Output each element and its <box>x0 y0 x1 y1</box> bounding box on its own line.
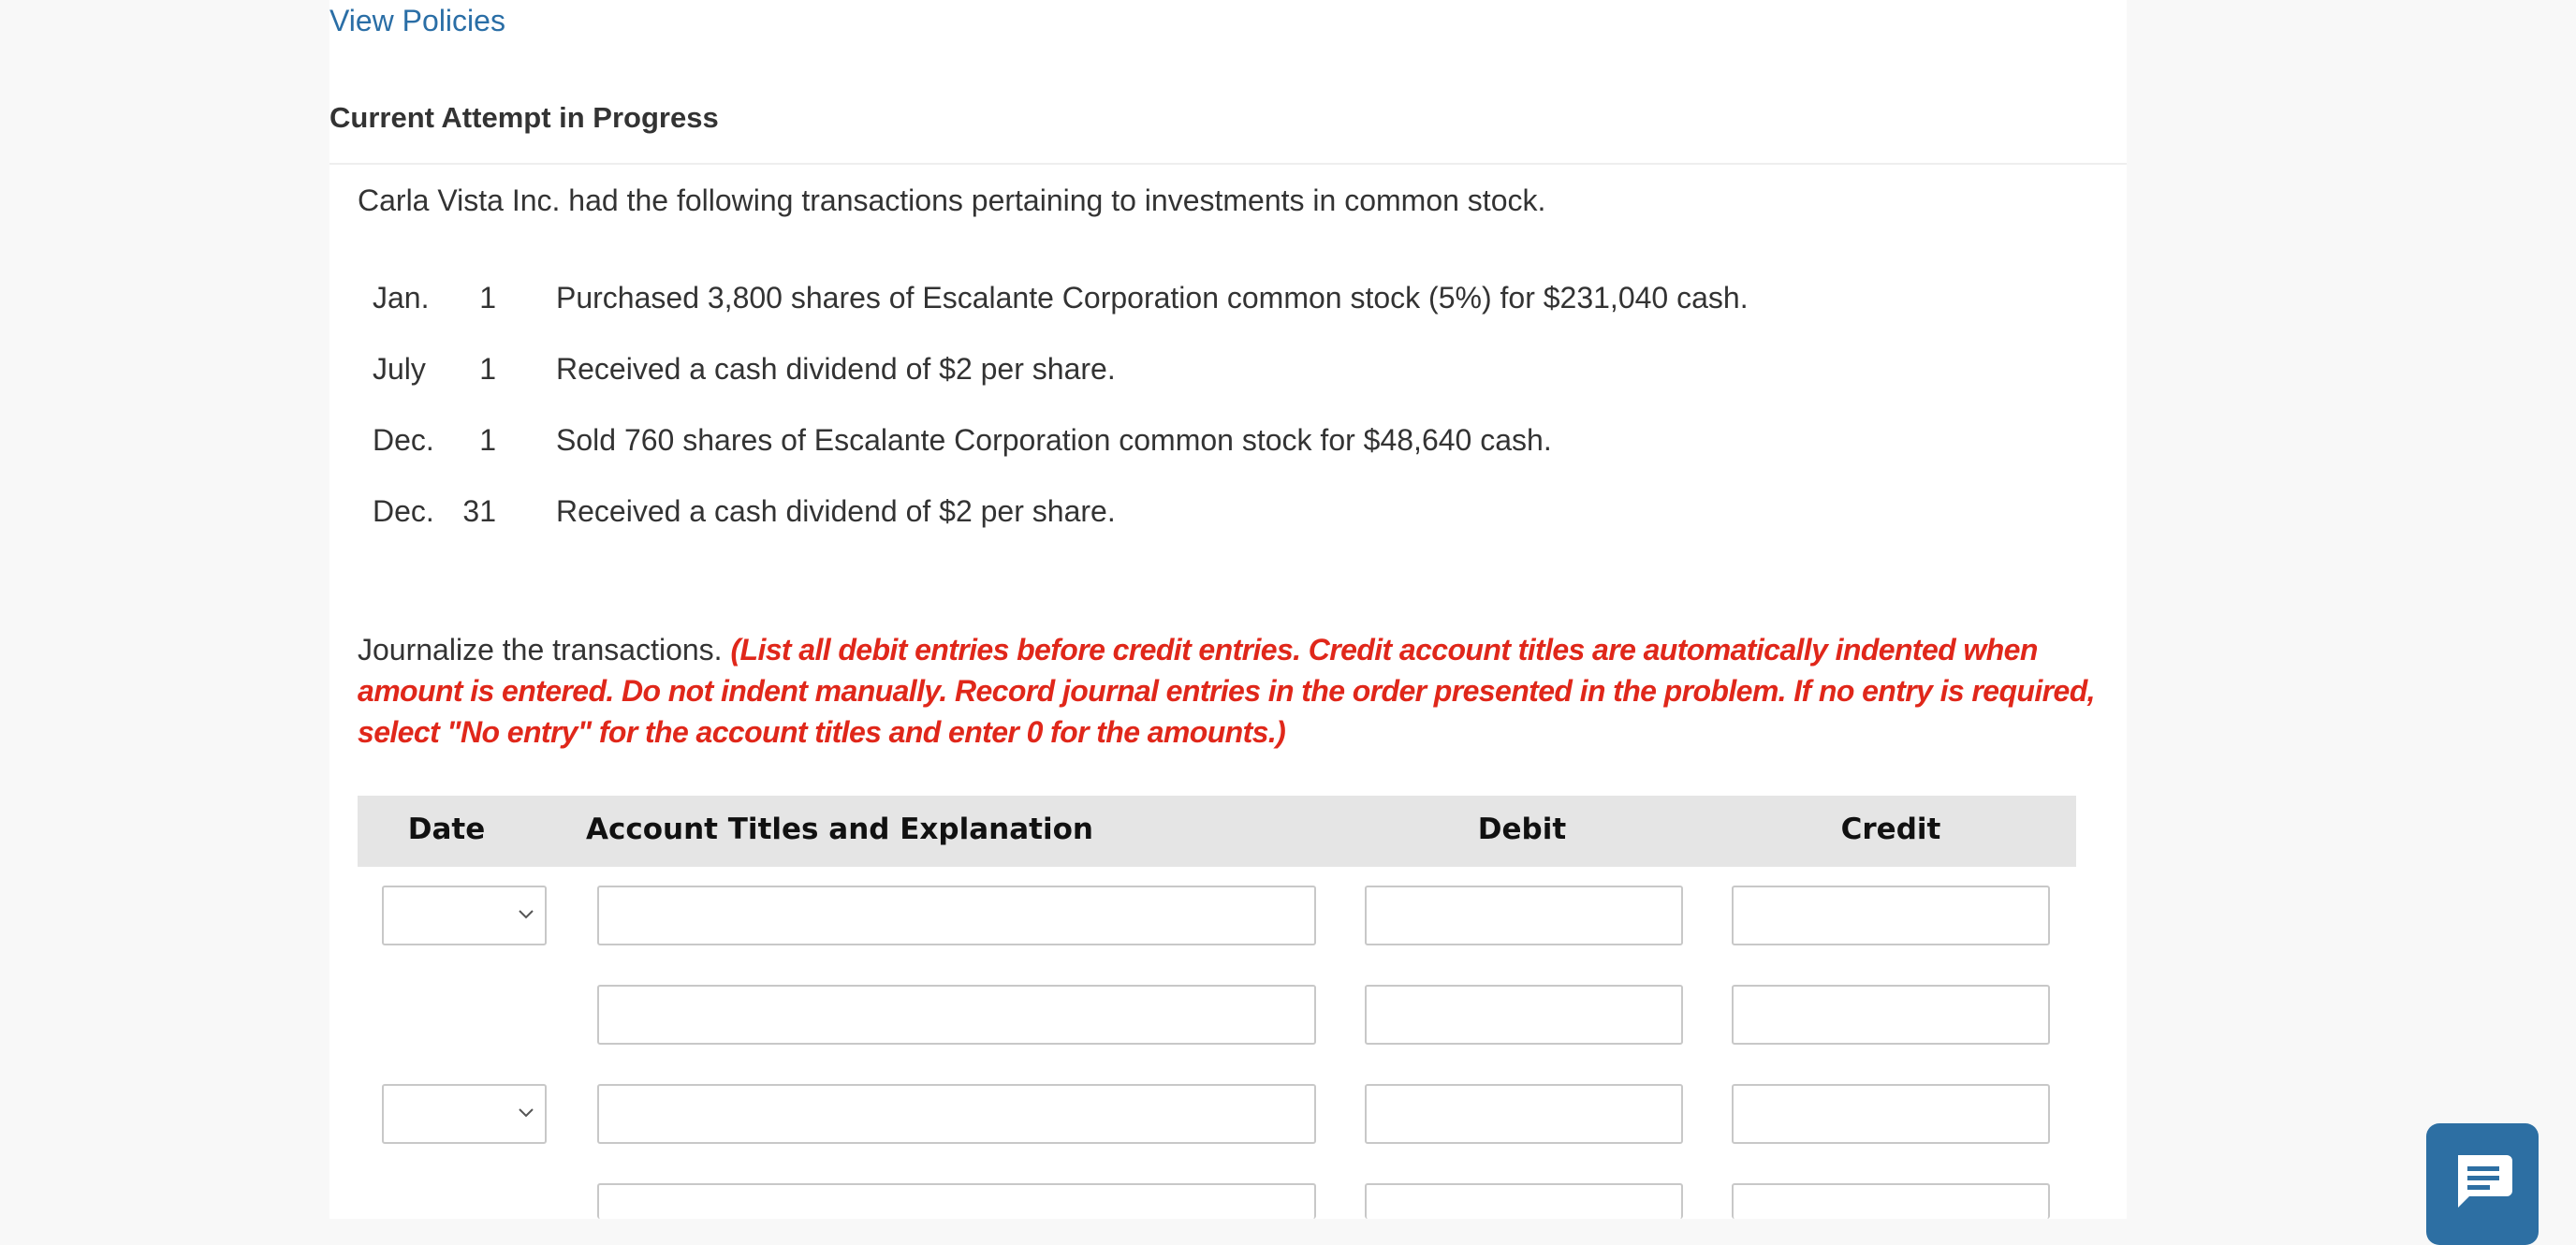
transaction-month: July <box>373 352 426 386</box>
chevron-down-icon <box>515 901 537 929</box>
instruction-note: (List all debit entries before credit entries. Credit account titles are automatically indented when amount is entered. Do not indent manually. Record journal entries in the order presented in the problem. If no entry is required, select "No entry" for the account titles and enter 0 for the amounts.) <box>358 633 2095 749</box>
divider <box>329 163 2127 165</box>
debit-input[interactable] <box>1365 886 1683 945</box>
debit-input[interactable] <box>1365 1183 1683 1219</box>
transaction-description: Purchased 3,800 shares of Escalante Corporation common stock (5%) for $231,040 cash. <box>556 281 1749 315</box>
account-title-input[interactable] <box>597 1183 1316 1219</box>
chat-button[interactable] <box>2426 1123 2539 1245</box>
journal-table-header <box>358 796 2076 867</box>
chevron-down-icon <box>515 1099 537 1127</box>
account-title-input[interactable] <box>597 886 1316 945</box>
debit-column-header: Debit <box>1477 813 1567 846</box>
transaction-description: Sold 760 shares of Escalante Corporation common stock for $48,640 cash. <box>556 423 1552 457</box>
date-select[interactable] <box>382 886 547 945</box>
journal-instructions <box>358 629 2099 753</box>
account-title-input[interactable] <box>597 985 1316 1045</box>
debit-input[interactable] <box>1365 985 1683 1045</box>
transaction-month: Dec. <box>373 423 434 457</box>
credit-input[interactable] <box>1732 1084 2050 1144</box>
date-select[interactable] <box>382 1084 547 1144</box>
credit-input[interactable] <box>1732 886 2050 945</box>
attempt-status-heading: Current Attempt in Progress <box>329 101 719 134</box>
transaction-description: Received a cash dividend of $2 per share. <box>556 352 1116 386</box>
problem-intro: Carla Vista Inc. had the following transactions pertaining to investments in common stock. <box>358 183 1546 217</box>
debit-input[interactable] <box>1365 1084 1683 1144</box>
account-title-input[interactable] <box>597 1084 1316 1144</box>
transaction-day: 31 <box>462 494 496 528</box>
chat-icon <box>2449 1148 2516 1215</box>
transaction-month: Dec. <box>373 494 434 528</box>
credit-column-header: Credit <box>1840 813 1941 846</box>
instruction-text: Journalize the transactions. <box>358 633 723 666</box>
credit-input[interactable] <box>1732 985 2050 1045</box>
transaction-day: 1 <box>479 352 496 386</box>
transaction-description: Received a cash dividend of $2 per share. <box>556 494 1116 528</box>
date-column-header: Date <box>407 813 486 846</box>
account-column-header: Account Titles and Explanation <box>586 813 1093 846</box>
transaction-day: 1 <box>479 281 496 315</box>
credit-input[interactable] <box>1732 1183 2050 1219</box>
transaction-day: 1 <box>479 423 496 457</box>
transaction-month: Jan. <box>373 281 430 315</box>
view-policies-link[interactable]: View Policies <box>329 4 505 37</box>
